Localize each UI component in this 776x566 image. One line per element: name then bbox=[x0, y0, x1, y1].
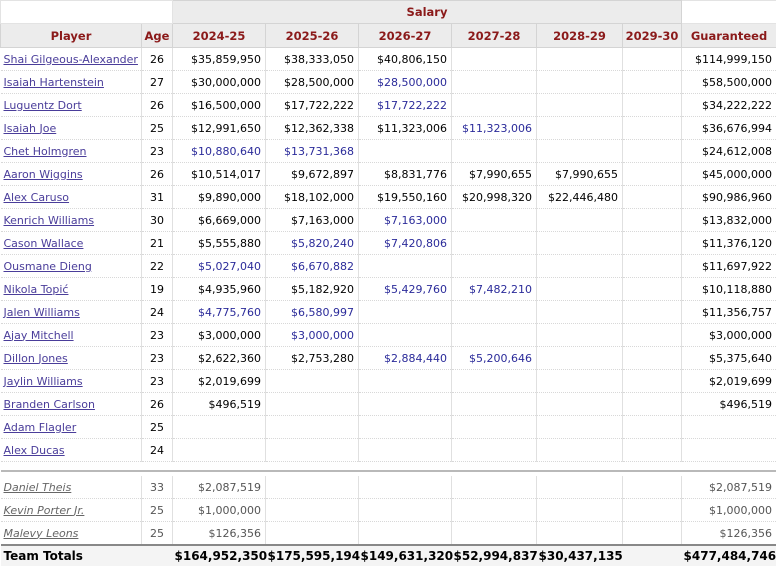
age-cell: 19 bbox=[142, 278, 173, 301]
salary-cell bbox=[623, 117, 682, 140]
salary-cell: $22,446,480 bbox=[537, 186, 623, 209]
table-row bbox=[1, 163, 776, 186]
guaranteed-cell: $3,000,000 bbox=[682, 324, 776, 347]
salary-cell bbox=[452, 416, 537, 439]
player-link[interactable]: Kevin Porter Jr. bbox=[4, 504, 85, 517]
player-link[interactable]: Jaylin Williams bbox=[4, 375, 83, 388]
player-link[interactable]: Luguentz Dort bbox=[4, 99, 82, 112]
option-salary-cell: $10,880,640 bbox=[173, 140, 266, 163]
salary-cell: $28,500,000 bbox=[266, 71, 359, 94]
salary-cell bbox=[452, 94, 537, 117]
salary-cell: $2,753,280 bbox=[266, 347, 359, 370]
salary-cell: $4,935,960 bbox=[173, 278, 266, 301]
salary-cell bbox=[537, 255, 623, 278]
col-header-guaranteed[interactable]: Guaranteed bbox=[682, 24, 776, 48]
salary-cell bbox=[623, 163, 682, 186]
table-row bbox=[1, 209, 776, 232]
salary-cell bbox=[266, 416, 359, 439]
table-row bbox=[1, 439, 776, 462]
age-cell: 22 bbox=[142, 255, 173, 278]
salary-cell: $6,669,000 bbox=[173, 209, 266, 232]
age-cell: 24 bbox=[142, 439, 173, 462]
salary-cell bbox=[359, 301, 452, 324]
over-header-blank bbox=[1, 1, 173, 24]
salary-cell: $16,500,000 bbox=[173, 94, 266, 117]
salary-cell: $7,163,000 bbox=[266, 209, 359, 232]
table-row bbox=[1, 117, 776, 140]
salary-cell bbox=[537, 71, 623, 94]
salary-cell bbox=[537, 301, 623, 324]
option-salary-cell: $17,722,222 bbox=[359, 94, 452, 117]
salary-cell bbox=[452, 439, 537, 462]
guaranteed-cell bbox=[682, 416, 776, 439]
table-row bbox=[1, 324, 776, 347]
table-row bbox=[1, 393, 776, 416]
col-header-2028-29[interactable]: 2028-29 bbox=[537, 24, 623, 48]
option-salary-cell: $5,027,040 bbox=[173, 255, 266, 278]
salary-cell bbox=[623, 48, 682, 71]
player-link[interactable]: Chet Holmgren bbox=[4, 145, 87, 158]
age-cell: 25 bbox=[142, 117, 173, 140]
player-link[interactable]: Malevy Leons bbox=[4, 527, 79, 540]
option-salary-cell: $11,323,006 bbox=[452, 117, 537, 140]
salary-cell bbox=[623, 232, 682, 255]
dead-money-row bbox=[1, 476, 776, 499]
salary-cell bbox=[452, 301, 537, 324]
guaranteed-cell: $126,356 bbox=[682, 522, 776, 546]
salary-cell bbox=[623, 186, 682, 209]
salary-cell bbox=[452, 324, 537, 347]
col-header-2025-26[interactable]: 2025-26 bbox=[266, 24, 359, 48]
table-row bbox=[1, 347, 776, 370]
guaranteed-cell: $90,986,960 bbox=[682, 186, 776, 209]
salary-cell bbox=[623, 255, 682, 278]
table-row bbox=[1, 94, 776, 117]
player-link[interactable]: Alex Ducas bbox=[4, 444, 65, 457]
age-cell: 25 bbox=[142, 522, 173, 546]
salary-cell bbox=[537, 232, 623, 255]
salary-cell: $7,990,655 bbox=[452, 163, 537, 186]
salary-cell bbox=[452, 48, 537, 71]
col-header-age[interactable]: Age bbox=[142, 24, 173, 48]
table-row bbox=[1, 186, 776, 209]
player-link[interactable]: Daniel Theis bbox=[4, 481, 72, 494]
salary-cell: $38,333,050 bbox=[266, 48, 359, 71]
salary-cell bbox=[537, 117, 623, 140]
table-row bbox=[1, 232, 776, 255]
guaranteed-cell bbox=[682, 439, 776, 462]
salary-cell: $17,722,222 bbox=[266, 94, 359, 117]
guaranteed-cell: $45,000,000 bbox=[682, 163, 776, 186]
total-cell: $164,952,350 bbox=[173, 545, 266, 566]
salary-cell: $9,890,000 bbox=[173, 186, 266, 209]
salary-cell bbox=[452, 370, 537, 393]
salary-cell: $8,831,776 bbox=[359, 163, 452, 186]
option-salary-cell: $5,429,760 bbox=[359, 278, 452, 301]
players-body bbox=[1, 48, 776, 546]
age-cell: 25 bbox=[142, 499, 173, 522]
total-cell: $52,994,837 bbox=[452, 545, 537, 566]
total-cell: $175,595,194 bbox=[266, 545, 359, 566]
salary-cell: $19,550,160 bbox=[359, 186, 452, 209]
player-link[interactable]: Alex Caruso bbox=[4, 191, 70, 204]
column-header-row bbox=[1, 24, 776, 48]
salary-cell bbox=[452, 209, 537, 232]
salary-cell: $126,356 bbox=[173, 522, 266, 546]
guaranteed-cell: $5,375,640 bbox=[682, 347, 776, 370]
salary-cell bbox=[359, 255, 452, 278]
salary-cell bbox=[359, 439, 452, 462]
option-salary-cell: $2,884,440 bbox=[359, 347, 452, 370]
salary-cell: $12,991,650 bbox=[173, 117, 266, 140]
salary-cell bbox=[537, 209, 623, 232]
guaranteed-cell: $11,376,120 bbox=[682, 232, 776, 255]
salary-cell: $2,622,360 bbox=[173, 347, 266, 370]
age-cell: 23 bbox=[142, 347, 173, 370]
salary-group-header: Salary bbox=[173, 1, 682, 24]
player-link[interactable]: Kenrich Williams bbox=[4, 214, 95, 227]
age-cell: 33 bbox=[142, 476, 173, 499]
salary-cell bbox=[537, 48, 623, 71]
option-salary-cell: $5,200,646 bbox=[452, 347, 537, 370]
option-salary-cell: $4,775,760 bbox=[173, 301, 266, 324]
salary-cell bbox=[359, 416, 452, 439]
player-link[interactable]: Jalen Williams bbox=[4, 306, 80, 319]
salary-cell: $3,000,000 bbox=[173, 324, 266, 347]
salary-cell bbox=[537, 347, 623, 370]
section-divider bbox=[1, 462, 776, 472]
salary-cell bbox=[623, 416, 682, 439]
guaranteed-cell: $34,222,222 bbox=[682, 94, 776, 117]
age-cell: 23 bbox=[142, 140, 173, 163]
player-link[interactable]: Ajay Mitchell bbox=[4, 329, 74, 342]
col-header-2029-30[interactable]: 2029-30 bbox=[623, 24, 682, 48]
table-row bbox=[1, 416, 776, 439]
salary-cell bbox=[623, 209, 682, 232]
age-cell: 26 bbox=[142, 393, 173, 416]
age-cell: 23 bbox=[142, 370, 173, 393]
guaranteed-cell: $114,999,150 bbox=[682, 48, 776, 71]
salary-cell bbox=[537, 416, 623, 439]
salary-cell bbox=[537, 393, 623, 416]
option-salary-cell: $6,670,882 bbox=[266, 255, 359, 278]
age-cell: 21 bbox=[142, 232, 173, 255]
total-guaranteed-cell: $477,484,746 bbox=[682, 545, 776, 566]
salary-cell bbox=[623, 140, 682, 163]
guaranteed-cell: $2,087,519 bbox=[682, 476, 776, 499]
salary-cell: $35,859,950 bbox=[173, 48, 266, 71]
guaranteed-cell: $1,000,000 bbox=[682, 499, 776, 522]
salary-cell bbox=[537, 439, 623, 462]
salary-cell bbox=[452, 71, 537, 94]
salary-cell bbox=[452, 232, 537, 255]
age-cell: 31 bbox=[142, 186, 173, 209]
col-header-2024-25[interactable]: 2024-25 bbox=[173, 24, 266, 48]
guaranteed-cell: $24,612,008 bbox=[682, 140, 776, 163]
salary-cell: $30,000,000 bbox=[173, 71, 266, 94]
salary-cell bbox=[623, 94, 682, 117]
salary-cell: $5,555,880 bbox=[173, 232, 266, 255]
salary-cell bbox=[623, 278, 682, 301]
salary-cell: $12,362,338 bbox=[266, 117, 359, 140]
salary-cell bbox=[452, 140, 537, 163]
salary-cell bbox=[537, 278, 623, 301]
salary-cell bbox=[537, 140, 623, 163]
col-header-2027-28[interactable]: 2027-28 bbox=[452, 24, 537, 48]
player-link[interactable]: Aaron Wiggins bbox=[4, 168, 83, 181]
salary-cell: $2,087,519 bbox=[173, 476, 266, 499]
salary-cell bbox=[623, 439, 682, 462]
salary-cell: $5,182,920 bbox=[266, 278, 359, 301]
age-cell: 30 bbox=[142, 209, 173, 232]
option-salary-cell: $28,500,000 bbox=[359, 71, 452, 94]
salary-cell bbox=[623, 324, 682, 347]
salary-cell bbox=[173, 416, 266, 439]
age-cell: 27 bbox=[142, 71, 173, 94]
age-cell: 23 bbox=[142, 324, 173, 347]
salary-cell bbox=[359, 370, 452, 393]
guaranteed-cell: $11,697,922 bbox=[682, 255, 776, 278]
option-salary-cell: $13,731,368 bbox=[266, 140, 359, 163]
salary-cell: $2,019,699 bbox=[173, 370, 266, 393]
table-row bbox=[1, 278, 776, 301]
guaranteed-cell: $11,356,757 bbox=[682, 301, 776, 324]
team-totals-row bbox=[1, 545, 776, 566]
player-link[interactable]: Nikola Topić bbox=[4, 283, 69, 296]
salary-cell: $9,672,897 bbox=[266, 163, 359, 186]
table-row bbox=[1, 71, 776, 94]
salary-cell bbox=[266, 439, 359, 462]
over-header-row bbox=[1, 1, 776, 24]
salary-cell bbox=[623, 370, 682, 393]
table-row bbox=[1, 255, 776, 278]
salary-cell: $40,806,150 bbox=[359, 48, 452, 71]
guaranteed-cell: $58,500,000 bbox=[682, 71, 776, 94]
guaranteed-cell: $10,118,880 bbox=[682, 278, 776, 301]
player-link[interactable]: Ousmane Dieng bbox=[4, 260, 92, 273]
option-salary-cell: $3,000,000 bbox=[266, 324, 359, 347]
dead-money-row bbox=[1, 522, 776, 546]
option-salary-cell: $6,580,997 bbox=[266, 301, 359, 324]
age-cell: 26 bbox=[142, 48, 173, 71]
salary-cell bbox=[623, 393, 682, 416]
salary-cell bbox=[266, 370, 359, 393]
option-salary-cell: $5,820,240 bbox=[266, 232, 359, 255]
player-link[interactable]: Cason Wallace bbox=[4, 237, 84, 250]
salary-cell bbox=[359, 140, 452, 163]
salary-cell: $10,514,017 bbox=[173, 163, 266, 186]
salary-cell bbox=[359, 324, 452, 347]
salary-cell: $496,519 bbox=[173, 393, 266, 416]
age-cell: 24 bbox=[142, 301, 173, 324]
guaranteed-cell: $36,676,994 bbox=[682, 117, 776, 140]
salary-cell bbox=[623, 71, 682, 94]
player-link[interactable]: Isaiah Hartenstein bbox=[4, 76, 104, 89]
salary-cell bbox=[452, 255, 537, 278]
player-link[interactable]: Adam Flagler bbox=[4, 421, 77, 434]
salary-cell bbox=[537, 324, 623, 347]
salary-cell bbox=[623, 301, 682, 324]
salary-cell bbox=[452, 393, 537, 416]
salary-cell: $18,102,000 bbox=[266, 186, 359, 209]
table-row bbox=[1, 301, 776, 324]
guaranteed-cell: $2,019,699 bbox=[682, 370, 776, 393]
col-header-2026-27[interactable]: 2026-27 bbox=[359, 24, 452, 48]
guaranteed-cell: $496,519 bbox=[682, 393, 776, 416]
salary-cell: $11,323,006 bbox=[359, 117, 452, 140]
option-salary-cell: $7,420,806 bbox=[359, 232, 452, 255]
total-cell: $149,631,320 bbox=[359, 545, 452, 566]
dead-money-row bbox=[1, 499, 776, 522]
salary-cell bbox=[623, 347, 682, 370]
salary-cell: $20,998,320 bbox=[452, 186, 537, 209]
table-row bbox=[1, 48, 776, 71]
age-cell: 26 bbox=[142, 163, 173, 186]
over-header-blank-right bbox=[682, 1, 776, 24]
player-link[interactable]: Shai Gilgeous-Alexander bbox=[4, 53, 138, 66]
table-row bbox=[1, 140, 776, 163]
age-cell: 26 bbox=[142, 94, 173, 117]
player-link[interactable]: Isaiah Joe bbox=[4, 122, 57, 135]
salary-cell: $1,000,000 bbox=[173, 499, 266, 522]
option-salary-cell: $7,163,000 bbox=[359, 209, 452, 232]
salary-cell bbox=[359, 393, 452, 416]
total-cell: $30,437,135 bbox=[537, 545, 623, 566]
salary-cell bbox=[537, 94, 623, 117]
guaranteed-cell: $13,832,000 bbox=[682, 209, 776, 232]
salary-cell bbox=[266, 393, 359, 416]
player-link[interactable]: Dillon Jones bbox=[4, 352, 68, 365]
salary-cell: $7,990,655 bbox=[537, 163, 623, 186]
salary-cell bbox=[173, 439, 266, 462]
col-header-player[interactable]: Player bbox=[1, 24, 142, 48]
salary-cell bbox=[537, 370, 623, 393]
option-salary-cell: $7,482,210 bbox=[452, 278, 537, 301]
age-cell: 25 bbox=[142, 416, 173, 439]
total-cell bbox=[623, 545, 682, 566]
team-totals-label: Team Totals bbox=[1, 545, 173, 566]
player-link[interactable]: Branden Carlson bbox=[4, 398, 95, 411]
table-row bbox=[1, 370, 776, 393]
